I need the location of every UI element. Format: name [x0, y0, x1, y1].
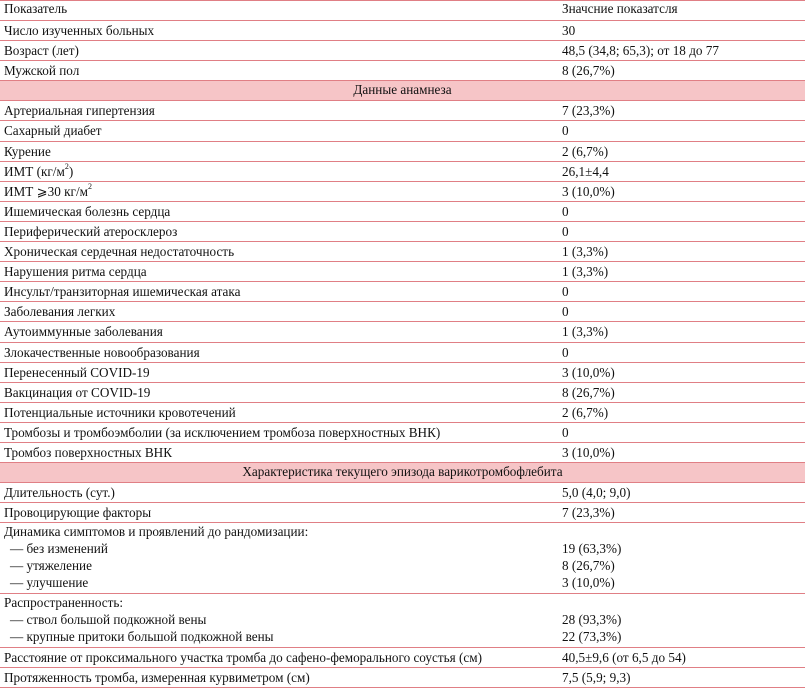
row-label: Мужской пол	[4, 63, 80, 79]
table-row	[0, 242, 805, 262]
sub-item-value: 28 (93,3%)	[562, 611, 622, 627]
table-row	[0, 61, 805, 81]
row-label: Расстояние от проксимального участка тромба до сафено-феморального соустья (см)	[4, 649, 482, 665]
table-row	[0, 262, 805, 282]
row-value: 7,5 (5,9; 9,3)	[562, 670, 631, 686]
row-value: 2 (6,7%)	[562, 404, 609, 420]
table-row	[0, 648, 805, 668]
row-value: 0	[562, 223, 569, 239]
row-value: 26,1±4,4	[562, 163, 609, 179]
table-row	[0, 121, 805, 141]
row-value: 48,5 (34,8; 65,3); от 18 до 77	[562, 43, 719, 59]
row-value: 0	[562, 203, 569, 219]
table-row	[0, 668, 805, 688]
row-label: Заболевания легких	[4, 304, 116, 320]
row-value	[562, 524, 621, 591]
table-header-row	[0, 0, 805, 21]
table-row	[0, 483, 805, 503]
row-label: Перенесенный COVID-19	[4, 364, 150, 380]
table-row	[0, 363, 805, 383]
row-label: Аутоиммунные заболевания	[4, 324, 163, 340]
row-label	[4, 595, 274, 645]
table-row	[0, 443, 805, 463]
row-label: ИМТ ⩾30 $кг/м^2$	[4, 182, 92, 199]
table-row	[0, 101, 805, 121]
superscript: 2	[64, 162, 69, 172]
row-value: 7 (23,3%)	[562, 103, 615, 119]
table-row	[0, 202, 805, 222]
row-label: Хроническая сердечная недостаточность	[4, 244, 235, 260]
table-row	[0, 423, 805, 443]
sub-item-value: 3 (10,0%)	[562, 574, 615, 590]
sub-item-value: 19 (63,3%)	[562, 541, 622, 557]
table-row	[0, 403, 805, 423]
table-row	[0, 302, 805, 322]
row-label: Инсульт/транзиторная ишемическая атака	[4, 284, 241, 300]
row-value: 7 (23,3%)	[562, 505, 615, 521]
table-row	[0, 222, 805, 242]
row-label: Протяженность тромба, измеренная курвиметром (см)	[4, 670, 310, 686]
row-value: 1 (3,3%)	[562, 244, 609, 260]
row-value: 2 (6,7%)	[562, 143, 609, 159]
row-value: 3 (10,0%)	[562, 444, 615, 460]
table-row	[0, 182, 805, 202]
row-label: Тромбоз поверхностных ВНК	[4, 444, 173, 460]
row-label: Курение	[4, 143, 51, 159]
table-row	[0, 322, 805, 342]
sub-item-label: — улучшение	[10, 574, 89, 590]
section-title: Характеристика текущего эпизода варикотромбофлебита	[242, 464, 563, 480]
row-label: Нарушения ритма сердца	[4, 264, 147, 280]
row-label: Периферический атеросклероз	[4, 223, 178, 239]
header-parameter: Показатель	[4, 1, 68, 16]
superscript: 2	[87, 182, 92, 192]
row-label: Ишемическая болезнь сердца	[4, 203, 171, 219]
section-header	[0, 81, 805, 101]
row-value: 0	[562, 284, 569, 300]
row-label: Артериальная гипертензия	[4, 103, 155, 119]
table-row	[0, 162, 805, 182]
table-row	[0, 343, 805, 363]
row-value: 40,5±9,6 (от 6,5 до 54)	[562, 649, 686, 665]
row-value: 8 (26,7%)	[562, 384, 615, 400]
row-value: 3 (10,0%)	[562, 183, 615, 199]
group-value-spacer	[562, 595, 621, 612]
row-value: 8 (26,7%)	[562, 63, 615, 79]
group-label: Распространенность:	[4, 595, 124, 611]
row-label: Число изученных больных	[4, 23, 155, 38]
row-label: Тромбозы и тромбоэмболии (за исключением тромбоза поверхностных ВНК)	[4, 424, 441, 440]
table-row	[0, 503, 805, 523]
table-row	[0, 383, 805, 403]
group-value-spacer	[562, 524, 621, 541]
row-value: 0	[562, 424, 569, 440]
row-value: 5,0 (4,0; 9,0)	[562, 485, 631, 501]
row-value: 1 (3,3%)	[562, 324, 609, 340]
table-row	[0, 21, 805, 41]
table-row-grouped	[0, 523, 805, 594]
row-value: 0	[562, 304, 569, 320]
row-value: 30	[562, 23, 576, 38]
row-label	[4, 524, 308, 591]
row-label: Вакцинация от COVID-19	[4, 384, 151, 400]
row-value: 0	[562, 123, 569, 139]
table-row	[0, 142, 805, 162]
sub-item-value: 8 (26,7%)	[562, 557, 615, 573]
section-header	[0, 463, 805, 483]
sub-item-label: — ствол большой подкожной вены	[10, 611, 207, 627]
table-body	[0, 21, 805, 688]
row-value: 1 (3,3%)	[562, 264, 609, 280]
row-label: Сахарный диабет	[4, 123, 102, 139]
table-row-grouped	[0, 594, 805, 648]
section-title: Данные анамнеза	[353, 82, 452, 98]
row-value: 3 (10,0%)	[562, 364, 615, 380]
row-label: Возраст (лет)	[4, 43, 79, 59]
row-label: Злокачественные новообразования	[4, 344, 200, 360]
table-row	[0, 282, 805, 302]
sub-item-label: — крупные притоки большой подкожной вены	[10, 628, 274, 644]
row-label: Длительность (сут.)	[4, 485, 115, 501]
row-value	[562, 595, 621, 645]
row-value: 0	[562, 344, 569, 360]
group-label: Динамика симптомов и проявлений до рандомизации:	[4, 524, 309, 540]
row-label: Потенциальные источники кровотечений	[4, 404, 236, 420]
table-row	[0, 41, 805, 61]
sub-item-label: — утяжеление	[10, 557, 92, 573]
row-label: Провоцирующие факторы	[4, 505, 152, 521]
sub-item-label: — без изменений	[10, 541, 108, 557]
row-label: ИМТ $(кг/м^2)$	[4, 162, 74, 179]
header-value: Значсние показатсля	[562, 1, 678, 16]
sub-item-value: 22 (73,3%)	[562, 628, 622, 644]
